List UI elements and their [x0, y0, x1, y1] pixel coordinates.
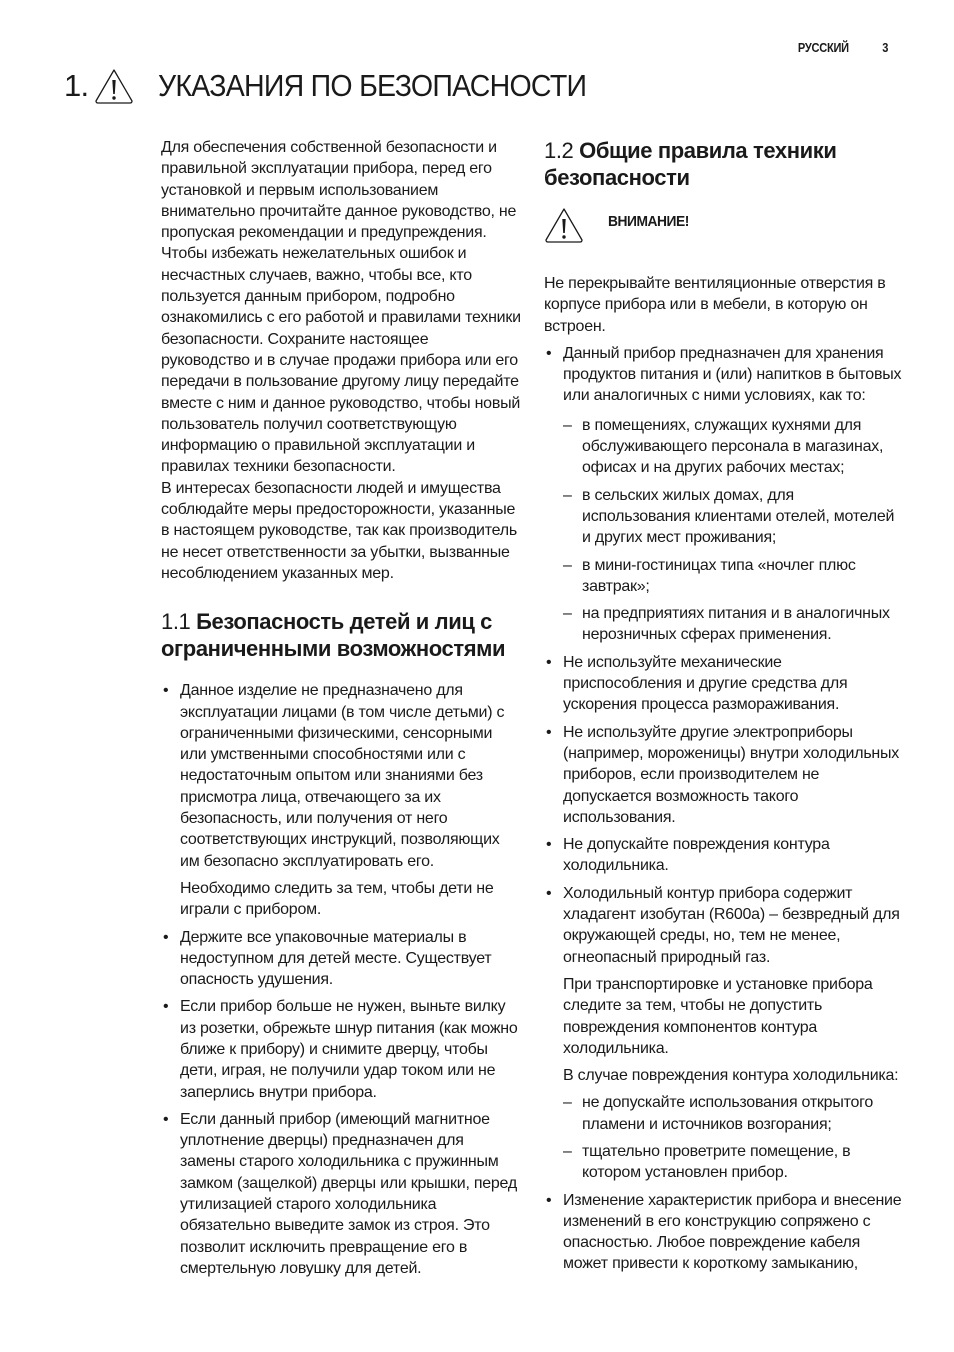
list-item-text: • Не допускайте повреждения контура холодильника. [563, 836, 830, 875]
section-title: Безопасность детей и лиц с ограниченными возможностями [161, 609, 506, 662]
list-item-text: • Изменение характеристик прибора и внесение изменений в его конструкцию сопряжено с опасностью. Любое повреждение кабеля может привести к короткому замыканию, [563, 1191, 902, 1273]
sub-list-item: – в помещениях, служащих кухнями для обслуживающего персонала в магазинах, офисах и на других рабочих местах; [563, 415, 904, 479]
list-item-text: • Данное изделие не предназначено для эксплуатации лицами (в том числе детьми) с ограниченными физическими, сенсорными или умственными способностями или с недостаточным опытом или знаниями без присмотра лица, отвечающего за их безопасность, или получения от него соответствующих инструкций, позволяющих им безопасно эксплуатировать его. [180, 682, 505, 870]
list-item [544, 652, 904, 716]
intro-paragraph: В интересах безопасности людей и имущества соблюдайте меры предосторожности, указанные в настоящем руководстве, так как производитель не несет ответственности за убытки, вызванные несоблюдением указанных мер. [161, 479, 517, 582]
section-title: Общие правила техники безопасности [544, 138, 837, 190]
list-item [544, 834, 904, 877]
sub-list [563, 1092, 904, 1183]
sub-list-item: – в мини-гостиницах типа «ночлег плюс завтрак»; [563, 555, 904, 598]
section-number: 1.1 [161, 609, 191, 635]
list-item-text: • Не используйте механические приспособления и другие средства для ускорения процесса размораживания. [563, 653, 848, 714]
list-item [544, 343, 904, 646]
right-column [544, 137, 904, 1281]
list-item-text: • Не используйте другие электроприборы (например, мороженицы) внутри холодильных приборов, если производителем не допускается возможность такого использования. [563, 723, 899, 826]
list-item-text: • Если прибор больше не нужен, выньте вилку из розетки, обрежьте шнур питания (как можно ближе к прибору) и снимите дверцу, чтобы дети, играя, не получили удар током или не заперлись внутри прибора. [180, 998, 518, 1101]
sub-list-item: – не допускайте использования открытого пламени и источников возгорания; [563, 1092, 904, 1135]
section-heading-1-1 [161, 608, 521, 662]
chapter-title: УКАЗАНИЯ ПО БЕЗОПАСНОСТИ [158, 68, 587, 103]
intro-paragraph: Для обеспечения собственной безопасности и правильной эксплуатации прибора, перед его установкой и первым использованием внимательно прочитайте данное руководство, не пропуская рекомендации и предупреждения. Чтобы избежать нежелательных ошибок и несчастных случаев, важно, чтобы все, кто пользуется данным прибором, подробно ознакомились с его работой и правилами техники безопасности. Сохраните настоящее руководство и в случае продажи прибора или его передачи в пользование другому лицу передайте вместе с ним и данное руководство, чтобы новый пользователь получил соответствующую информацию о правильной эксплуатации и правилах техники безопасности. [161, 139, 521, 476]
sub-list [563, 415, 904, 646]
list-item-text: • Холодильный контур прибора содержит хладагент изобутан (R600a) – безвредный для окружающей среды, но, тем не менее, огнеопасный природный газ. [563, 884, 900, 966]
warning-notice [544, 207, 904, 273]
list-item-text: • Если данный прибор (имеющий магнитное уплотнение дверцы) предназначен для замены старого холодильника с пружинным замком (защелкой) дверцы или крышки, перед утилизацией старого холодильника обязательно выведите замок из строя. Это позволит исключить превращение его в смертельную ловушку для детей. [180, 1110, 517, 1277]
section-number: 1.2 [544, 138, 574, 163]
list-item-text: • Держите все упаковочные материалы в недоступном для детей месте. Существует опасность удушения. [180, 928, 492, 989]
list-item [544, 883, 904, 1184]
list-item [161, 996, 521, 1102]
warning-label: ВНИМАНИЕ! [608, 213, 689, 230]
chapter-heading [64, 68, 624, 104]
warning-lead-text: Не перекрывайте вентиляционные отверстия в корпусе прибора или в мебели, в которую он встроен. [544, 275, 886, 335]
sub-list-item: – на предприятиях питания и в аналогичных нерозничных сферах применения. [563, 603, 904, 646]
list-item [161, 927, 521, 991]
chapter-number: 1. [64, 68, 89, 103]
page-number: 3 [882, 40, 888, 55]
section-1-2-list [544, 343, 904, 1275]
section-1-1-list [161, 680, 521, 1279]
list-item [544, 722, 904, 828]
list-item [161, 1109, 521, 1279]
page-header [798, 40, 888, 55]
list-item-note: Необходимо следить за тем, чтобы дети не играли с прибором. [180, 879, 494, 919]
list-item-text: • Данный прибор предназначен для хранения продуктов питания и (или) напитков в бытовых или аналогичных с ними условиях, как то: [563, 344, 902, 405]
list-item [161, 680, 521, 920]
sub-list-item: – тщательно проветрите помещение, в котором установлен прибор. [563, 1141, 904, 1184]
language-label: РУССКИЙ [797, 40, 849, 55]
list-item [544, 1190, 904, 1275]
list-item-note: В случае повреждения контура холодильника: [563, 1067, 899, 1085]
list-item-note: При транспортировке и установке прибора следите за тем, чтобы не допустить повреждения компонентов контура холодильника. [563, 975, 873, 1057]
left-column [161, 137, 521, 1285]
warning-triangle-icon [94, 68, 134, 104]
section-heading-1-2 [544, 137, 904, 191]
warning-triangle-icon [544, 207, 584, 243]
sub-list-item: – в сельских жилых домах, для использования клиентами отелей, мотелей и других мест проживания; [563, 485, 904, 549]
